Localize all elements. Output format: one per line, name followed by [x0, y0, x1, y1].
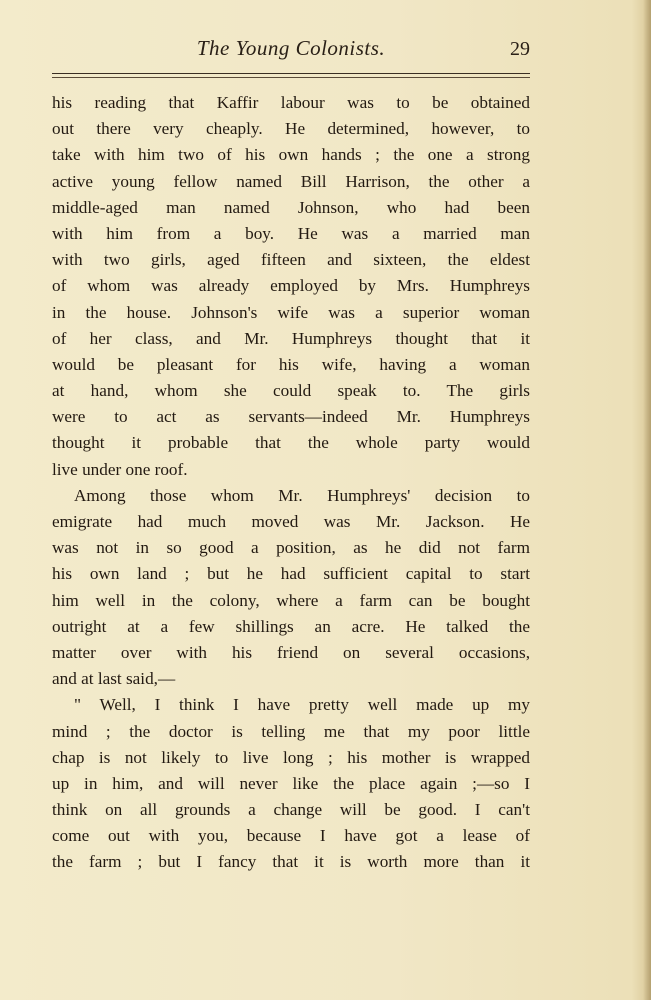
- text-line: " Well, I think I have pretty well made up my: [74, 695, 530, 715]
- text-line: thought it probable that the whole party would: [52, 433, 530, 453]
- text-line: take with him two of his own hands ; the one a strong: [52, 145, 530, 165]
- page-edge-shadow: [643, 0, 651, 1000]
- text-line: Among those whom Mr. Humphreys' decision to: [74, 485, 530, 505]
- text-line: outright at a few shillings an acre. He talked the: [52, 616, 530, 636]
- text-line: were to act as servants—indeed Mr. Humphreys: [52, 407, 530, 427]
- text-line: with two girls, aged fifteen and sixteen, the eldest: [52, 250, 530, 270]
- text-line: and at last said,—: [52, 669, 176, 689]
- body-text: [52, 90, 530, 876]
- text-line: him well in the colony, where a farm can be bought: [52, 590, 530, 610]
- text-line: think on all grounds a change will be good. I can't: [52, 800, 530, 820]
- text-line: the farm ; but I fancy that it is worth more than it: [52, 852, 530, 872]
- text-line: come out with you, because I have got a lease of: [52, 826, 530, 846]
- header-rule-thin: [52, 77, 530, 78]
- text-line: at hand, whom she could speak to. The girls: [52, 381, 530, 401]
- text-line: of her class, and Mr. Humphreys thought that it: [52, 328, 530, 348]
- text-line: of whom was already employed by Mrs. Humphreys: [52, 276, 530, 296]
- text-line: his own land ; but he had sufficient capital to start: [52, 564, 530, 584]
- text-line: middle-aged man named Johnson, who had been: [52, 197, 530, 217]
- header-rule: [52, 73, 530, 74]
- page-number: 29: [510, 38, 530, 60]
- text-line: out there very cheaply. He determined, however, to: [52, 119, 530, 139]
- text-line: was not in so good a position, as he did not farm: [52, 538, 530, 558]
- text-line: would be pleasant for his wife, having a woman: [52, 354, 530, 374]
- text-line: his reading that Kaffir labour was to be obtained: [52, 93, 530, 112]
- text-line: with him from a boy. He was a married man: [52, 223, 530, 243]
- running-head: The Young Colonists.: [196, 36, 386, 60]
- text-line: up in him, and will never like the place again ;—so I: [52, 773, 530, 793]
- text-line: active young fellow named Bill Harrison, the other a: [52, 171, 530, 191]
- text-line: chap is not likely to live long ; his mother is wrapped: [52, 747, 530, 767]
- text-line: in the house. Johnson's wife was a superior woman: [52, 302, 530, 322]
- page-header: [52, 36, 530, 68]
- text-line: emigrate had much moved was Mr. Jackson. He: [52, 512, 530, 531]
- text-line: live under one roof.: [52, 459, 188, 479]
- text-line: matter over with his friend on several occasions,: [52, 642, 530, 662]
- text-line: mind ; the doctor is telling me that my poor little: [52, 721, 530, 741]
